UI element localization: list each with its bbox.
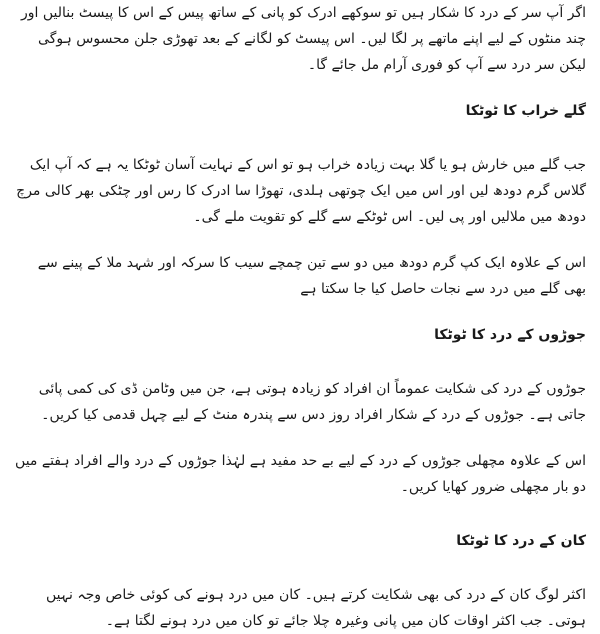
heading-sore-throat: گلے خراب کا ٹوٹکا — [465, 103, 586, 119]
heading-joint-pain: جوڑوں کے درد کا ٹوٹکا — [434, 327, 586, 343]
heading-ear-pain: کان کے درد کا ٹوٹکا — [456, 533, 586, 549]
paragraph-joint-fish: اس کے علاوہ مچھلی جوڑوں کے درد کے لیے بے حد مفید ہے لہٰذا جوڑوں کے درد والے افراد ہفتے میں دو بار مچھلی ضرور کھایا کریں۔ — [15, 453, 586, 495]
paragraph-headache-remedy: اگر آپ سر کے درد کا شکار ہیں تو سوکھے ادرک کو پانی کے ساتھ پیس کے اس کا پیسٹ بنالیں اور چند منٹوں کے لیے اپنے ماتھے پر لگا لیں۔ اس پیسٹ کو لگانے کے بعد تھوڑی جلن محسوس ہوگی لیکن سر درد سے آپ کو فوری آرام مل جائے گا۔ — [21, 5, 586, 73]
paragraph-joint-vitamin-d: جوڑوں کے درد کی شکایت عموماً ان افراد کو زیادہ ہوتی ہے، جن میں وٹامن ڈی کی کمی پائی جاتی ہے۔ جوڑوں کے درد کے شکار افراد روز دس سے پندرہ منٹ کے لیے چہل قدمی کیا کریں۔ — [38, 381, 586, 423]
paragraph-throat-vinegar-remedy: اس کے علاوہ ایک کپ گرم دودھ میں دو سے تین چمچے سیب کا سرکہ اور شہد ملا کے پینے سے بھی گلے میں درد سے نجات حاصل کیا جا سکتا ہے — [37, 255, 586, 297]
paragraph-throat-milk-remedy: جب گلے میں خارش ہو یا گلا بہت زیادہ خراب ہو تو اس کے نہایت آسان ٹوٹکا یہ ہے کہ آپ ایک گلاس گرم دودھ لیں اور اس میں ایک چوتھی ہلدی، تھوڑا سا ادرک کا رس اور چٹکی بھر کالی مرچ دودھ میں ملالیں اور پی لیں۔ اس ٹوٹکے سے گلے کو تقویت ملے گی۔ — [16, 157, 586, 225]
paragraph-ear-pain: اکثر لوگ کان کے درد کی بھی شکایت کرتے ہیں۔ کان میں درد ہونے کی کوئی خاص وجہ نہیں ہوتی۔ جب اکثر اوقات کان میں پانی وغیرہ چلا جائے تو کان میں درد ہونے لگتا ہے۔ — [45, 587, 586, 629]
